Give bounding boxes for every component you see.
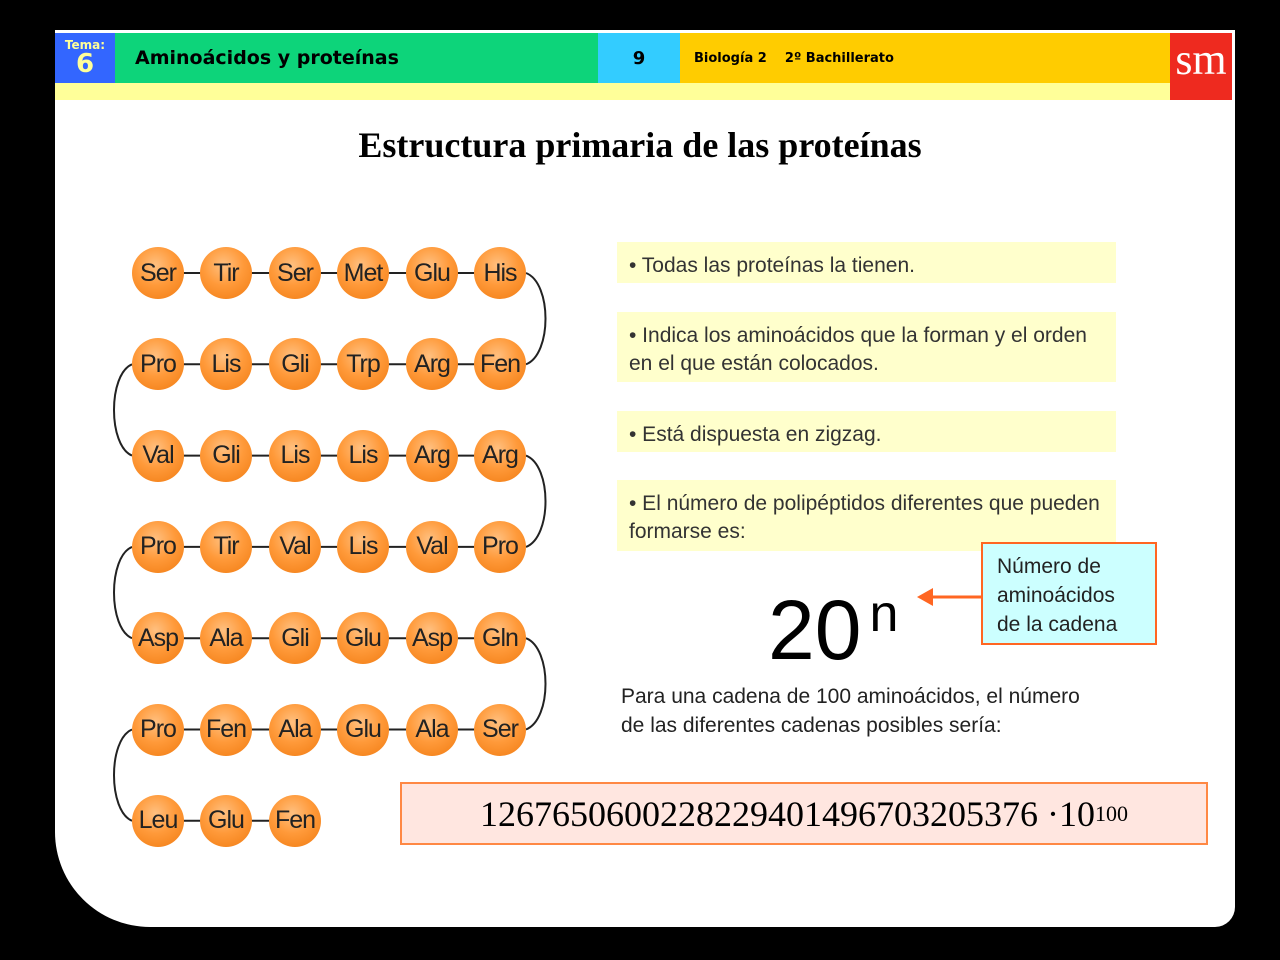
amino-acid-trp: Trp: [337, 338, 389, 390]
note-box: Número de aminoácidos de la cadena: [981, 542, 1157, 645]
amino-acid-arg: Arg: [474, 430, 526, 482]
unit-title: Aminoácidos y proteínas: [115, 33, 598, 83]
amino-acid-tir: Tir: [200, 247, 252, 299]
page-number: 9: [598, 33, 680, 83]
amino-acid-glu: Glu: [337, 612, 389, 664]
bullet-1: • Todas las proteínas la tienen.: [617, 242, 1116, 283]
arrow-icon: [915, 585, 983, 609]
amino-acid-ala: Ala: [269, 704, 321, 756]
amino-acid-ala: Ala: [200, 612, 252, 664]
formula: [768, 572, 899, 677]
amino-acid-leu: Leu: [132, 795, 184, 847]
result-exponent: 100: [1095, 800, 1128, 826]
amino-acid-lis: Lis: [200, 338, 252, 390]
amino-acid-val: Val: [269, 521, 321, 573]
amino-acid-gli: Gli: [200, 430, 252, 482]
amino-acid-glu: Glu: [337, 704, 389, 756]
amino-acid-lis: Lis: [337, 430, 389, 482]
amino-acid-pro: Pro: [132, 704, 184, 756]
result-box: [400, 782, 1208, 845]
amino-acid-ser: Ser: [474, 704, 526, 756]
amino-acid-tir: Tir: [200, 521, 252, 573]
explanation: Para una cadena de 100 aminoácidos, el número de las diferentes cadenas posibles sería:: [621, 685, 1080, 737]
amino-acid-val: Val: [406, 521, 458, 573]
amino-acid-pro: Pro: [132, 338, 184, 390]
bullet-2: • Indica los aminoácidos que la forman y el orden en el que están colocados.: [617, 312, 1116, 382]
page-title: Estructura primaria de las proteínas: [358, 125, 922, 165]
amino-acid-fen: Fen: [269, 795, 321, 847]
amino-acid-gli: Gli: [269, 338, 321, 390]
amino-acid-fen: Fen: [474, 338, 526, 390]
amino-acid-pro: Pro: [132, 521, 184, 573]
amino-acid-val: Val: [132, 430, 184, 482]
amino-acid-glu: Glu: [200, 795, 252, 847]
amino-acid-gli: Gli: [269, 612, 321, 664]
amino-acid-lis: Lis: [269, 430, 321, 482]
formula-base: 20: [768, 583, 862, 677]
amino-acid-gln: Gln: [474, 612, 526, 664]
amino-acid-ser: Ser: [132, 247, 184, 299]
amino-acid-fen: Fen: [200, 704, 252, 756]
amino-acid-his: His: [474, 247, 526, 299]
amino-acid-arg: Arg: [406, 430, 458, 482]
tema-number: 6: [75, 49, 95, 79]
sm-logo: sm: [1170, 33, 1232, 100]
bullet-3: • Está dispuesta en zigzag.: [617, 411, 1116, 452]
amino-acid-met: Met: [337, 247, 389, 299]
amino-acid-glu: Glu: [406, 247, 458, 299]
amino-acid-ser: Ser: [269, 247, 321, 299]
tema-label: Tema:: [64, 38, 106, 52]
amino-acid-arg: Arg: [406, 338, 458, 390]
bullet-4: • El número de polipéptidos diferentes que pueden formarse es:: [617, 480, 1116, 551]
course-label: Biología 2 2º Bachillerato: [680, 33, 1170, 83]
result-mantissa: 1267650600228229401496703205376 ·10: [480, 793, 1095, 834]
amino-acid-ala: Ala: [406, 704, 458, 756]
amino-acid-lis: Lis: [337, 521, 389, 573]
amino-acid-asp: Asp: [406, 612, 458, 664]
amino-acid-pro: Pro: [474, 521, 526, 573]
formula-exponent: n: [869, 585, 899, 643]
amino-acid-asp: Asp: [132, 612, 184, 664]
